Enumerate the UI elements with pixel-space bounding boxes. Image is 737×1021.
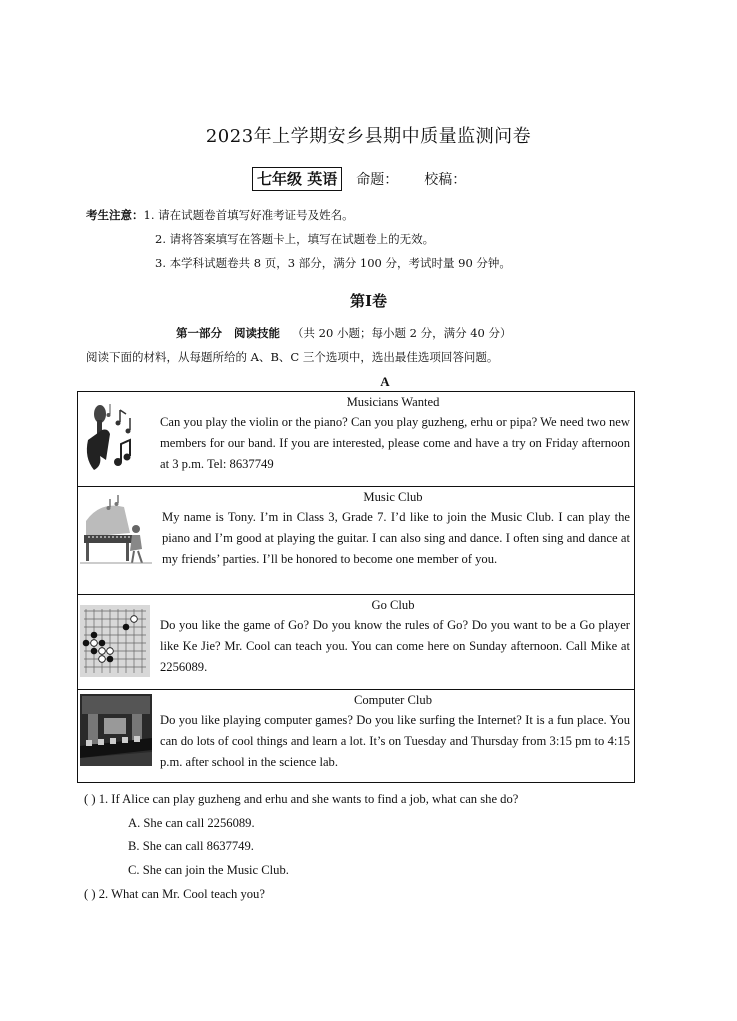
grade-subject-box: 七年级 英语 xyxy=(252,167,342,191)
ad-computer-club xyxy=(78,690,634,782)
notice-item: 1. 请在试题卷首填写好准考证号及姓名。 xyxy=(143,208,354,222)
ad-text-content: My name is Tony. I’m in Class 3, Grade 7. I’d like to join the Music Club. I can play the piano and I’m good at playing the guitar. I can also sing and dance. I often sing and dance at my friends’ parties. I’ll be honored to become one member of you. xyxy=(162,510,630,567)
question-1 xyxy=(84,788,644,811)
part-heading xyxy=(176,325,512,341)
question-stem: 1. If Alice can play guzheng and erhu and she wants to find a job, what can she do? xyxy=(98,792,519,806)
ad-text: Do you like the game of Go? Do you know the rules of Go? Do you want to be a Go player like Ke Jie? Mr. Cool can teach you. You can come here on Sunday afternoon. Call Mike at 2256089. xyxy=(160,618,630,675)
music-notes-icon xyxy=(80,400,140,476)
ad-text: Do you like playing computer games? Do you like surfing the Internet? It is a fun place. You can do lots of cool things and learn a lot. It’s on Tuesday and Thursday from 3:15 pm to 4:15 p.m. after school in the science lab. xyxy=(160,713,630,770)
part-detail: （共 20 小题；每小题 2 分，满分 40 分） xyxy=(292,326,512,340)
ads-table xyxy=(77,391,635,783)
ad-title: Go Club xyxy=(371,598,415,612)
part-title: 阅读技能 xyxy=(234,326,280,340)
ad-musicians-wanted xyxy=(78,392,634,487)
computer-lab-icon xyxy=(80,694,152,766)
volume-heading: 第Ⅰ卷 xyxy=(349,292,388,310)
notice-label: 考生注意： xyxy=(86,208,144,222)
ad-title: Computer Club xyxy=(353,693,432,707)
ad-go-club xyxy=(78,595,634,690)
setter-label: 命题： xyxy=(356,172,399,188)
question-stem: 2. What can Mr. Cool teach you? xyxy=(98,887,265,901)
ad-text: Can you play the violin or the piano? Can you play guzheng, erhu or pipa? We need two new members for our band. If you are interested, please come and have a try on Friday afternoon at 3 p.m. Tel: 8637749 xyxy=(160,415,630,472)
piano-icon xyxy=(80,493,152,567)
exam-title: 2023年上学期安乡县期中质量监测问卷 xyxy=(205,126,532,147)
section-label: A xyxy=(380,374,390,389)
ad-music-club xyxy=(78,487,634,595)
question-option: B. She can call 8637749. xyxy=(128,839,254,853)
ad-title: Music Club xyxy=(363,490,423,504)
notice-item: 3. 本学科试题卷共 8 页，3 部分，满分 100 分，考试时量 90 分钟。 xyxy=(155,256,511,270)
question-option: C. She can join the Music Club. xyxy=(128,863,289,877)
go-board-icon xyxy=(80,605,150,677)
answer-bracket[interactable]: ( ) xyxy=(84,792,96,806)
notice-item: 2. 请将答案填写在答题卡上，填写在试题卷上的无效。 xyxy=(155,232,435,246)
part-name: 第一部分 xyxy=(176,326,222,340)
reviewer-label: 校稿： xyxy=(424,172,467,188)
question-option: A. She can call 2256089. xyxy=(128,816,255,830)
exam-subtitle xyxy=(252,166,466,192)
instruction: 阅读下面的材料，从每题所给的 A、B、C 三个选项中，选出最佳选项回答问题。 xyxy=(86,350,499,364)
answer-bracket[interactable]: ( ) xyxy=(84,887,96,901)
ad-title: Musicians Wanted xyxy=(346,395,440,409)
notice-line-1 xyxy=(86,204,354,227)
question-2 xyxy=(84,883,644,906)
ad-text xyxy=(78,507,634,571)
